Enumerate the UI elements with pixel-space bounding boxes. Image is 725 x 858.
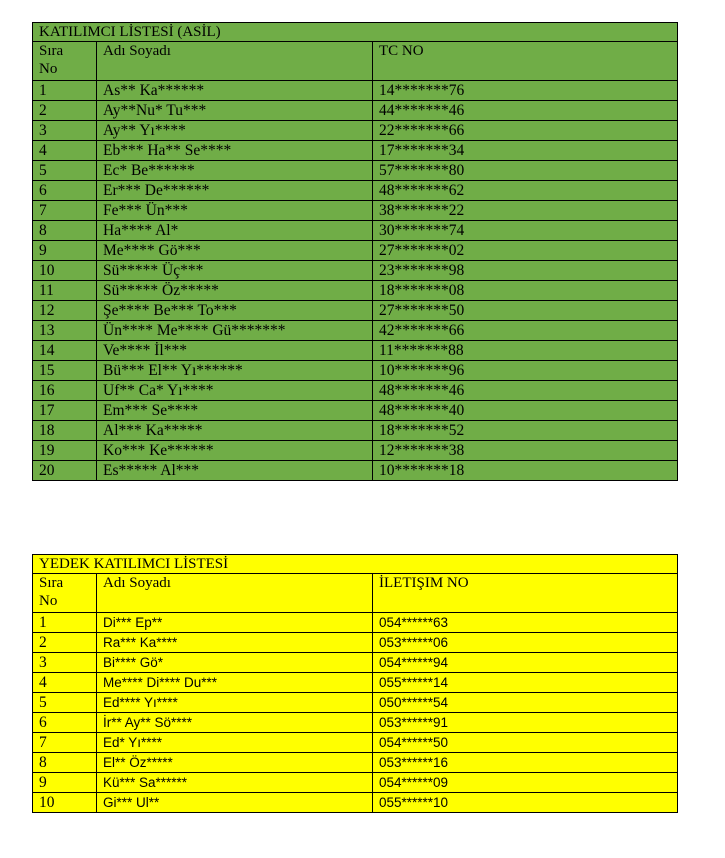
participant-name: Em*** Se****	[97, 401, 373, 421]
participant-name: Al*** Ka*****	[97, 421, 373, 441]
table-row	[33, 613, 678, 633]
table-row	[33, 633, 678, 653]
participant-name: Ün**** Me**** Gü*******	[97, 321, 373, 341]
tc-number: 18*******08	[373, 281, 678, 301]
table-row	[33, 653, 678, 673]
row-number: 19	[33, 441, 97, 461]
row-number: 16	[33, 381, 97, 401]
row-number: 8	[33, 221, 97, 241]
row-number: 10	[33, 261, 97, 281]
row-number: 3	[33, 653, 97, 673]
table-row	[33, 201, 678, 221]
table-row	[33, 441, 678, 461]
table-row	[33, 693, 678, 713]
row-number: 11	[33, 281, 97, 301]
participant-name: Şe**** Be*** To***	[97, 301, 373, 321]
header-ad-soyadi: Adı Soyadı	[97, 42, 373, 81]
contact-number: 054******63	[373, 613, 678, 633]
tc-number: 10*******18	[373, 461, 678, 481]
row-number: 2	[33, 633, 97, 653]
tc-number: 27*******02	[373, 241, 678, 261]
participant-name: Ko*** Ke******	[97, 441, 373, 461]
table-row	[33, 321, 678, 341]
participant-name: Di*** Ep**	[97, 613, 373, 633]
tc-number: 44*******46	[373, 101, 678, 121]
tc-number: 14*******76	[373, 81, 678, 101]
row-number: 5	[33, 161, 97, 181]
participant-name: Ha**** Al*	[97, 221, 373, 241]
participant-name: Ve**** İl***	[97, 341, 373, 361]
participant-name: Sü***** Üç***	[97, 261, 373, 281]
table-row	[33, 221, 678, 241]
participant-name: Kü*** Sa******	[97, 773, 373, 793]
table-row	[33, 361, 678, 381]
tc-number: 38*******22	[373, 201, 678, 221]
table-row	[33, 461, 678, 481]
tc-number: 42*******66	[373, 321, 678, 341]
contact-number: 054******94	[373, 653, 678, 673]
tc-number: 27*******50	[373, 301, 678, 321]
participant-name: İr** Ay** Sö****	[97, 713, 373, 733]
table-row	[33, 161, 678, 181]
contact-number: 055******14	[373, 673, 678, 693]
tc-number: 23*******98	[373, 261, 678, 281]
row-number: 1	[33, 613, 97, 633]
tc-number: 30*******74	[373, 221, 678, 241]
participant-name: Ed* Yı****	[97, 733, 373, 753]
row-number: 17	[33, 401, 97, 421]
asil-table-title: KATILIMCI LİSTESİ (ASİL)	[33, 23, 678, 42]
row-number: 12	[33, 301, 97, 321]
tc-number: 18*******52	[373, 421, 678, 441]
contact-number: 054******50	[373, 733, 678, 753]
tc-number: 11*******88	[373, 341, 678, 361]
yedek-participant-table	[32, 554, 678, 813]
tc-number: 17*******34	[373, 141, 678, 161]
contact-number: 054******09	[373, 773, 678, 793]
row-number: 9	[33, 241, 97, 261]
table-row	[33, 181, 678, 201]
table-row	[33, 733, 678, 753]
table-row	[33, 421, 678, 441]
participant-name: El** Öz*****	[97, 753, 373, 773]
participant-name: Es***** Al***	[97, 461, 373, 481]
yedek-table-title: YEDEK KATILIMCI LİSTESİ	[33, 555, 678, 574]
table-row	[33, 773, 678, 793]
tc-number: 10*******96	[373, 361, 678, 381]
participant-name: Fe*** Ün***	[97, 201, 373, 221]
table-row	[33, 141, 678, 161]
tc-number: 57*******80	[373, 161, 678, 181]
table-row	[33, 241, 678, 261]
table-row	[33, 381, 678, 401]
participant-name: Ed**** Yı****	[97, 693, 373, 713]
contact-number: 053******91	[373, 713, 678, 733]
row-number: 10	[33, 793, 97, 813]
row-number: 18	[33, 421, 97, 441]
row-number: 9	[33, 773, 97, 793]
row-number: 6	[33, 181, 97, 201]
table-row	[33, 121, 678, 141]
table-row	[33, 673, 678, 693]
table-row	[33, 281, 678, 301]
table-row	[33, 713, 678, 733]
tc-number: 12*******38	[373, 441, 678, 461]
participant-name: As** Ka******	[97, 81, 373, 101]
row-number: 4	[33, 141, 97, 161]
row-number: 8	[33, 753, 97, 773]
row-number: 15	[33, 361, 97, 381]
participant-name: Bi**** Gö*	[97, 653, 373, 673]
table-row	[33, 261, 678, 281]
table-row	[33, 793, 678, 813]
asil-participant-table	[32, 22, 678, 481]
participant-name: Er*** De******	[97, 181, 373, 201]
contact-number: 055******10	[373, 793, 678, 813]
table-row	[33, 301, 678, 321]
row-number: 4	[33, 673, 97, 693]
row-number: 2	[33, 101, 97, 121]
participant-name: Gi*** Ul**	[97, 793, 373, 813]
row-number: 3	[33, 121, 97, 141]
row-number: 7	[33, 201, 97, 221]
row-number: 5	[33, 693, 97, 713]
participant-name: Ay**Nu* Tu***	[97, 101, 373, 121]
row-number: 20	[33, 461, 97, 481]
row-number: 1	[33, 81, 97, 101]
contact-number: 053******16	[373, 753, 678, 773]
table-row	[33, 101, 678, 121]
participant-name: Eb*** Ha** Se****	[97, 141, 373, 161]
tc-number: 48*******46	[373, 381, 678, 401]
header-sira-no: Sıra No	[33, 574, 97, 613]
row-number: 13	[33, 321, 97, 341]
participant-name: Me**** Di**** Du***	[97, 673, 373, 693]
participant-name: Me**** Gö***	[97, 241, 373, 261]
header-iletisim-no: İLETIŞIM NO	[373, 574, 678, 613]
participant-name: Ra*** Ka****	[97, 633, 373, 653]
participant-name: Uf** Ca* Yı****	[97, 381, 373, 401]
tc-number: 48*******40	[373, 401, 678, 421]
participant-name: Sü***** Öz*****	[97, 281, 373, 301]
table-row	[33, 81, 678, 101]
participant-name: Ay** Yı****	[97, 121, 373, 141]
row-number: 14	[33, 341, 97, 361]
row-number: 6	[33, 713, 97, 733]
header-ad-soyadi: Adı Soyadı	[97, 574, 373, 613]
row-number: 7	[33, 733, 97, 753]
contact-number: 053******06	[373, 633, 678, 653]
header-sira-no: Sıra No	[33, 42, 97, 81]
table-row	[33, 341, 678, 361]
tc-number: 48*******62	[373, 181, 678, 201]
table-row	[33, 401, 678, 421]
participant-name: Ec* Be******	[97, 161, 373, 181]
participant-name: Bü*** El** Yı******	[97, 361, 373, 381]
header-tc-no: TC NO	[373, 42, 678, 81]
contact-number: 050******54	[373, 693, 678, 713]
table-row	[33, 753, 678, 773]
tc-number: 22*******66	[373, 121, 678, 141]
